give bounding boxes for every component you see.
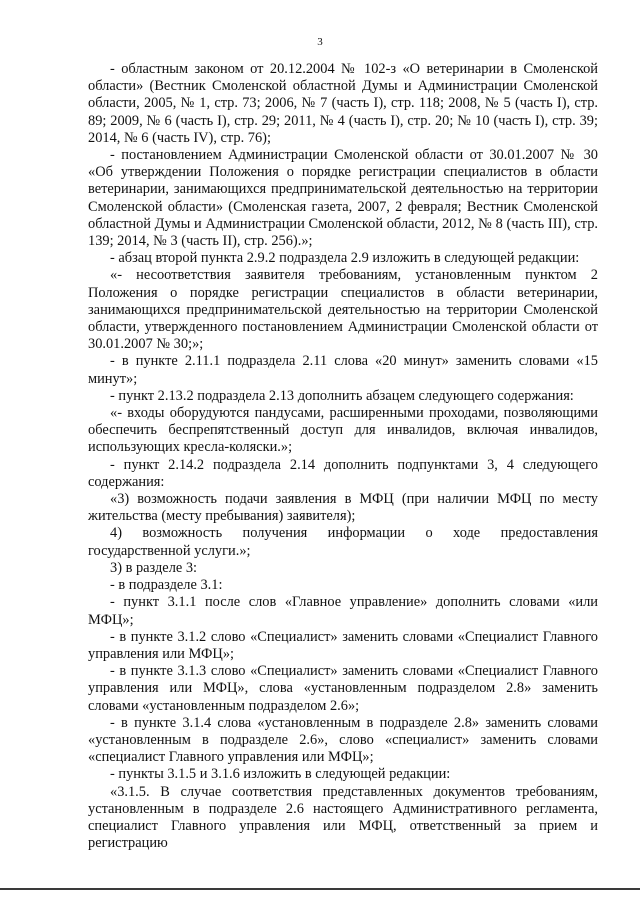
paragraph: - в пункте 3.1.2 слово «Специалист» заменить словами «Специалист Главного управления или МФЦ»; <box>88 628 598 662</box>
paragraph: 3) в разделе 3: <box>110 559 198 576</box>
paragraph: «- входы оборудуются пандусами, расширенными проходами, позволяющими обеспечить беспрепятственный доступ для инвалидов, включая инвалидов, использующих кресла-коляски.»; <box>88 405 598 456</box>
page-number: 3 <box>317 36 323 48</box>
paragraph: - областным законом от 20.12.2004 № 102-з «О ветеринарии в Смоленской области» (Вестник Смоленской областной Думы и Администрации Смоленской области, 2005, № 1, стр. 73; 2006, № 7 (часть I), стр. 118; 2008, № 5 (часть I), стр. 89; 2009, № 6 (часть I), стр. 29; 2011, № 4 (часть I), стр. 20; № 10 (часть I), стр. 39; 2014, № 6 (часть IV), стр. 76); <box>88 61 598 146</box>
page-bottom-rule <box>0 888 640 890</box>
paragraph: «- несоответствия заявителя требованиям, установленным пунктом 2 Положения о порядке регистрации специалистов в области ветеринарии, занимающихся предпринимательской деятельностью на территории Смоленской области, утвержденного постановлением Администрации Смоленской области от 30.01.2007 № 30;»; <box>88 267 598 353</box>
paragraph: «3.1.5. В случае соответствия представленных документов требованиям, установленным в подразделе 2.6 настоящего Административного регламента, специалист Главного управления или МФЦ, ответственный за прием и регистрацию <box>88 783 598 852</box>
paragraph: - абзац второй пункта 2.9.2 подраздела 2.9 изложить в следующей редакции: <box>110 250 580 267</box>
paragraph: 4) возможность получения информации о ходе предоставления государственной услуги.»; <box>88 525 598 559</box>
paragraph: - в пункте 3.1.4 слова «установленным в подразделе 2.8» заменить словами «установленным в подразделе 2.6», слово «специалист» заменить словами «специалист Главного управления или МФЦ»; <box>88 714 598 766</box>
paragraph: - в подразделе 3.1: <box>110 577 223 594</box>
paragraph: - пункты 3.1.5 и 3.1.6 изложить в следующей редакции: <box>110 766 451 783</box>
paragraph: - пункт 3.1.1 после слов «Главное управление» дополнить словами «или МФЦ»; <box>88 594 598 628</box>
paragraph: «3) возможность подачи заявления в МФЦ (при наличии МФЦ по месту жительства (месту пребывания) заявителя); <box>88 491 598 525</box>
paragraph: - постановлением Администрации Смоленской области от 30.01.2007 № 30 «Об утверждении Положения о порядке регистрации специалистов в области ветеринарии, занимающихся предпринимательской деятельностью на территории Смоленской области» (Смоленская газета, 2007, 2 февраля; Вестник Смоленской областной Думы и Администрации Смоленской области, 2012, № 8 (часть III), стр. 139; 2014, № 3 (часть II), стр. 256).»; <box>88 147 598 250</box>
paragraph: - пункт 2.13.2 подраздела 2.13 дополнить абзацем следующего содержания: <box>110 387 574 404</box>
paragraph: - пункт 2.14.2 подраздела 2.14 дополнить подпунктами 3, 4 следующего содержания: <box>88 456 598 490</box>
paragraph: - в пункте 3.1.3 слово «Специалист» заменить словами «Специалист Главного управления или МФЦ», слова «установленным подразделом 2.8» заменить словами «установленным подразделом 2.6»; <box>88 663 598 714</box>
document-body <box>88 61 598 852</box>
paragraph: - в пункте 2.11.1 подраздела 2.11 слова «20 минут» заменить словами «15 минут»; <box>88 353 598 387</box>
